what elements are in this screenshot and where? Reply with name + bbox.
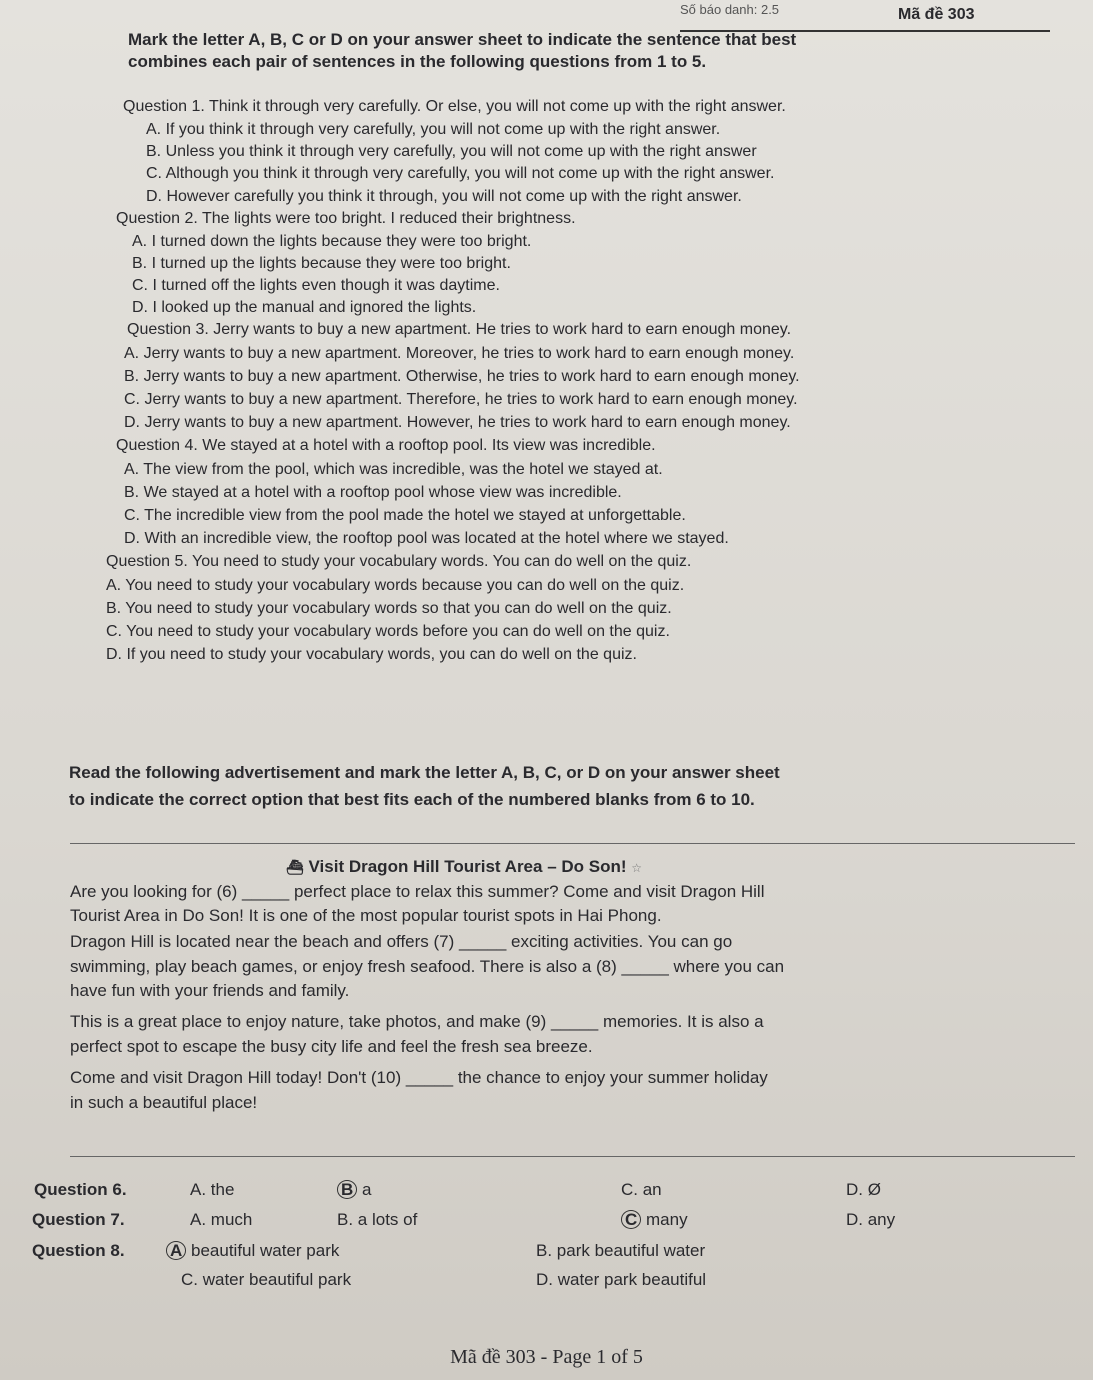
question-8 (32, 1241, 125, 1261)
question-2-option-d[interactable]: D. I looked up the manual and ignored the lights. (132, 299, 477, 316)
question-7-option-d[interactable]: D. any (846, 1210, 896, 1229)
question-6-option-c[interactable]: C. an (621, 1180, 662, 1199)
question-2-option-c[interactable]: C. I turned off the lights even though it was daytime. (132, 277, 500, 294)
question-5-option-a[interactable]: A. You need to study your vocabulary words because you can do well on the quiz. (106, 577, 685, 594)
question-7-option-b[interactable]: B. a lots of (337, 1210, 418, 1229)
question-4-option-a[interactable]: A. The view from the pool, which was incredible, was the hotel we stayed at. (124, 461, 663, 478)
question-8-label: Question 8. (32, 1241, 125, 1260)
candidate-number: Số báo danh: 2.5 (680, 2, 780, 17)
question-8-option-d[interactable]: D. water park beautiful (536, 1270, 707, 1289)
question-8-option-a-letter: A (166, 1241, 186, 1260)
ad-line-7: perfect spot to escape the busy city life and feel the fresh sea breeze. (70, 1037, 593, 1056)
question-6-label: Question 6. (34, 1180, 127, 1199)
question-3-option-c[interactable]: C. Jerry wants to buy a new apartment. Therefore, he tries to work hard to earn enough money. (124, 391, 798, 408)
ad-title (286, 857, 642, 878)
question-5-option-d[interactable]: D. If you need to study your vocabulary words, you can do well on the quiz. (106, 646, 637, 663)
question-4-option-b[interactable]: B. We stayed at a hotel with a rooftop pool whose view was incredible. (124, 484, 622, 501)
section1-instruction-line2: combines each pair of sentences in the following questions from 1 to 5. (128, 52, 707, 71)
question-7 (32, 1210, 125, 1230)
question-7-option-c-letter: C (621, 1210, 641, 1229)
question-3-option-b[interactable]: B. Jerry wants to buy a new apartment. Otherwise, he tries to work hard to earn enough money. (124, 368, 800, 385)
question-1-option-d[interactable]: D. However carefully you think it through, you will not come up with the right answer. (146, 188, 742, 205)
section1-instruction-line1: Mark the letter A, B, C or D on your answer sheet to indicate the sentence that best (128, 30, 797, 49)
ad-line-9: in such a beautiful place! (70, 1093, 258, 1112)
question-8-option-a[interactable] (166, 1241, 339, 1261)
question-6-option-d[interactable]: D. Ø (846, 1180, 881, 1199)
question-5-option-c[interactable]: C. You need to study your vocabulary words before you can do well on the quiz. (106, 623, 670, 640)
section2-instruction-line2: to indicate the correct option that best fits each of the numbered blanks from 6 to 10. (69, 790, 755, 809)
question-2-option-b[interactable]: B. I turned up the lights because they were too bright. (132, 255, 511, 272)
question-2-option-a[interactable]: A. I turned down the lights because they were too bright. (132, 233, 532, 250)
question-2-stem: Question 2. The lights were too bright. I reduced their brightness. (116, 210, 576, 227)
question-3-option-d[interactable]: D. Jerry wants to buy a new apartment. However, he tries to work hard to earn enough money. (124, 414, 791, 431)
question-1-option-c[interactable]: C. Although you think it through very carefully, you will not come up with the right answer. (146, 165, 775, 182)
question-4-option-c[interactable]: C. The incredible view from the pool made the hotel we stayed at unforgettable. (124, 507, 686, 524)
decor-icon: ☆ (631, 861, 643, 875)
question-3-option-a[interactable]: A. Jerry wants to buy a new apartment. Moreover, he tries to work hard to earn enough money. (124, 345, 795, 362)
question-6-option-b-text: a (362, 1180, 372, 1199)
question-8-option-c[interactable]: C. water beautiful park (181, 1270, 352, 1289)
question-4-option-d[interactable]: D. With an incredible view, the rooftop pool was located at the hotel where we stayed. (124, 530, 729, 547)
question-6-option-b-letter: B (337, 1180, 357, 1199)
ad-line-5: have fun with your friends and family. (70, 981, 350, 1000)
ship-icon: ⛴ (286, 859, 304, 875)
advertisement-box (70, 843, 1075, 1157)
ad-line-2: Tourist Area in Do Son! It is one of the most popular tourist spots in Hai Phong. (70, 906, 662, 925)
question-7-option-c[interactable] (621, 1210, 688, 1230)
page-footer: Mã đề 303 - Page 1 of 5 (450, 1346, 643, 1368)
question-5-stem: Question 5. You need to study your vocabulary words. You can do well on the quiz. (106, 553, 692, 570)
question-1-option-a[interactable]: A. If you think it through very carefully, you will not come up with the right answer. (146, 121, 721, 138)
ad-title-text: Visit Dragon Hill Tourist Area – Do Son! (308, 857, 627, 876)
question-7-option-c-text: many (646, 1210, 688, 1229)
question-6-option-a[interactable]: A. the (190, 1180, 235, 1199)
exam-code: Mã đề 303 (898, 6, 975, 23)
question-3-stem: Question 3. Jerry wants to buy a new apartment. He tries to work hard to earn enough money. (127, 321, 792, 338)
question-6 (34, 1180, 127, 1200)
section2-instruction-line1: Read the following advertisement and mark the letter A, B, C, or D on your answer sheet (69, 763, 780, 782)
ad-line-1: Are you looking for (6) _____ perfect place to relax this summer? Come and visit Dragon Hill (70, 882, 765, 901)
question-8-option-a-text: beautiful water park (191, 1241, 340, 1260)
question-7-label: Question 7. (32, 1210, 125, 1229)
question-1-option-b[interactable]: B. Unless you think it through very carefully, you will not come up with the right answer (146, 143, 757, 160)
question-6-option-b[interactable] (337, 1180, 371, 1200)
question-8-option-b[interactable]: B. park beautiful water (536, 1241, 706, 1260)
question-7-option-a[interactable]: A. much (190, 1210, 253, 1229)
ad-line-8: Come and visit Dragon Hill today! Don't (10) _____ the chance to enjoy your summer holiday (70, 1068, 768, 1087)
ad-line-6: This is a great place to enjoy nature, take photos, and make (9) _____ memories. It is also a (70, 1012, 764, 1031)
question-5-option-b[interactable]: B. You need to study your vocabulary words so that you can do well on the quiz. (106, 600, 672, 617)
question-4-stem: Question 4. We stayed at a hotel with a rooftop pool. Its view was incredible. (116, 437, 656, 454)
ad-line-4: swimming, play beach games, or enjoy fresh seafood. There is also a (8) _____ where you can (70, 957, 785, 976)
question-1-stem: Question 1. Think it through very carefully. Or else, you will not come up with the right answer. (123, 98, 786, 115)
ad-line-3: Dragon Hill is located near the beach and offers (7) _____ exciting activities. You can go (70, 932, 733, 951)
